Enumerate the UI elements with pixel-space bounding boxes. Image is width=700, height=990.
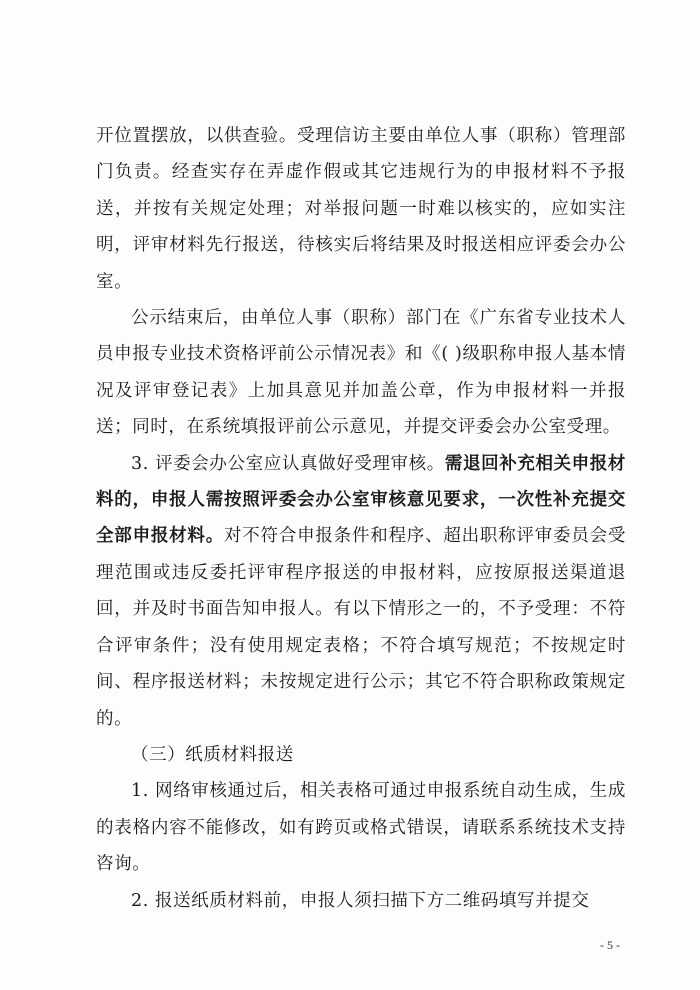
paragraph-review-rest: 对不符合申报条件和程序、超出职称评审委员会受理范围或违反委托评审程序报送的申报材料，应按原报送渠道退回，并及时书面告知申报人。有以下情形之一的，不予受理：不符合评审条件；没有使用规定表格；不符合填写规范；不按规定时间、程序报送材料；未按规定进行公示；其它不符合职称政策规定的。	[96, 526, 627, 729]
paragraph-publicity: 公示结束后，由单位人事（职称）部门在《广东省专业技术人员申报专业技术资格评前公示情况表》和《( )级职称申报人基本情况及评审登记表》上加具意见并加盖公章，作为申报材料一并报送；同时，在系统填报评前公示意见，并提交评委会办公室受理。	[96, 308, 626, 438]
paragraph-review-acceptance	[96, 446, 626, 737]
paragraph-continuation: 开位置摆放，以供查验。受理信访主要由单位人事（职称）管理部门负责。经查实存在弄虚作假或其它违规行为的申报材料不予报送，并按有关规定处理；对举报问题一时难以核实的，应如实注明，评审材料先行报送，待核实后将结果及时报送相应评委会办公室。	[96, 126, 626, 292]
body-text	[96, 118, 626, 919]
page-number: - 5 -	[600, 938, 620, 952]
paragraph-review-lead: 3. 评委会办公室应认真做好受理审核。	[131, 453, 445, 474]
paragraph-online-review: 1. 网络审核通过后，相关表格可通过申报系统自动生成，生成的表格内容不能修改，如有跨页或格式错误，请联系系统技术支持咨询。	[96, 781, 626, 875]
section-heading: （三）纸质材料报送	[131, 744, 294, 765]
paragraph-review-bold: 需退回补充相关申报材料的，申报人需按照评委会办公室审核意见要求，一次性补充提交全部申报材料。	[96, 453, 626, 547]
paragraph-paper-submission: 2. 报送纸质材料前，申报人须扫描下方二维码填写并提交	[131, 890, 590, 911]
